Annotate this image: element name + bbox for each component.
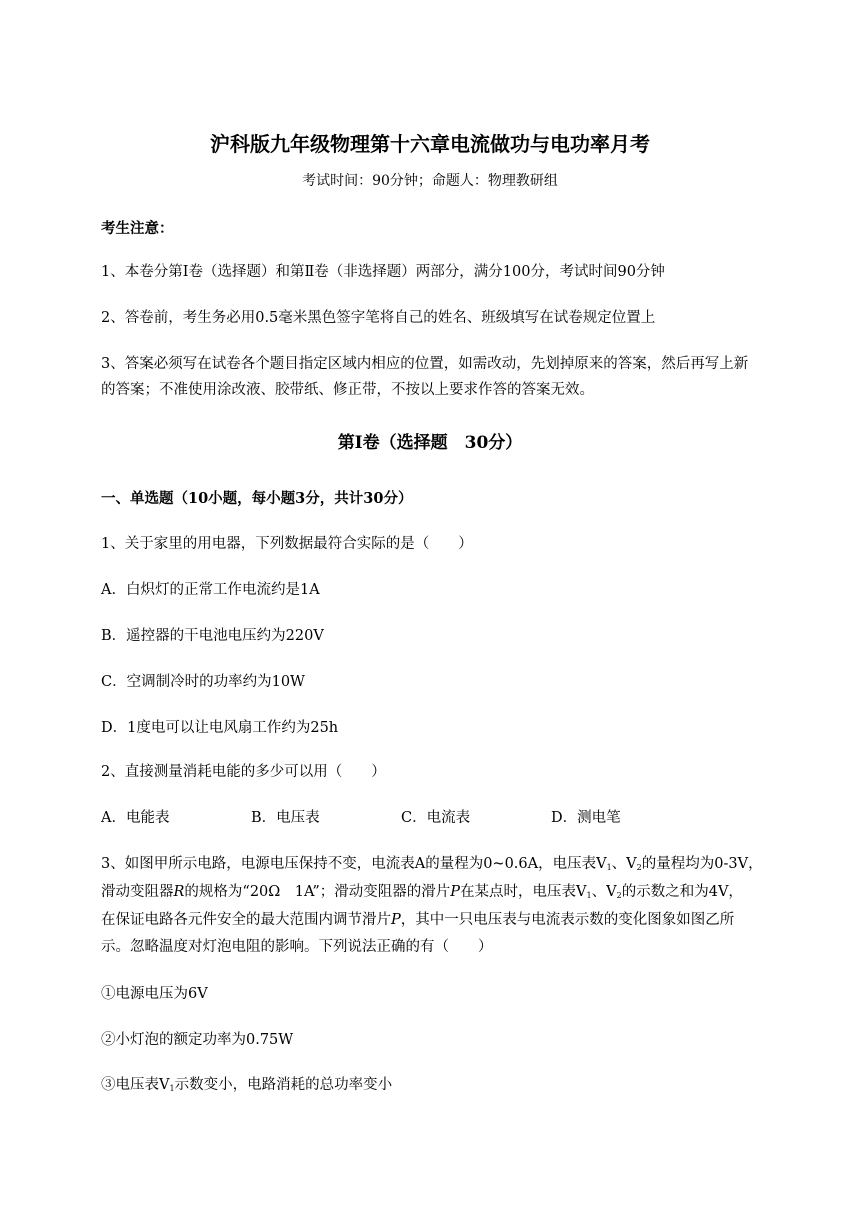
page-subtitle: 考试时间：90分钟；命题人：物理教研组 <box>302 173 558 189</box>
q3-text: 的规格为“20Ω 1A”；滑动变阻器的滑片 <box>184 884 451 900</box>
q3-var-p: P <box>391 912 401 928</box>
question-3-statement-1: ①电源电压为6V <box>101 986 208 1002</box>
q3-var-r: R <box>173 884 185 900</box>
q3-var-p: P <box>450 884 461 900</box>
question-1-option-a: A．白炽灯的正常工作电流约是1A <box>101 582 320 598</box>
question-3-line-1 <box>101 856 763 873</box>
page-title: 沪科版九年级物理第十六章电流做功与电功率月考 <box>210 132 650 156</box>
q3-sub: 2 <box>616 891 622 900</box>
question-3-statement-3 <box>101 1077 392 1094</box>
question-1-option-d: D．1度电可以让电风扇工作约为25h <box>101 720 339 736</box>
q3-text: ③电压表V <box>101 1077 170 1093</box>
q3-sub: 1 <box>586 891 592 900</box>
notice-heading: 考生注意： <box>101 220 174 237</box>
q3-text: 、V <box>591 884 617 900</box>
q3-sub: 1 <box>169 1084 175 1093</box>
q3-sub: 1 <box>606 863 612 872</box>
question-2-options <box>101 810 621 827</box>
notice-item-3-cont: 的答案；不准使用涂改液、胶带纸、修正带，不按以上要求作答的答案无效。 <box>101 382 594 398</box>
question-3-statement-2: ②小灯泡的额定功率为0.75W <box>101 1032 294 1048</box>
question-1-option-c: C．空调制冷时的功率约为10W <box>101 674 305 690</box>
q3-text: 3、如图甲所示电路，电源电压保持不变，电流表A的量程为0~0.6A，电压表V <box>101 856 607 872</box>
q3-text: 在某点时，电压表V <box>460 884 587 900</box>
question-3-line-4: 示。忽略温度对灯泡电阻的影响。下列说法正确的有（ ） <box>101 939 493 955</box>
question-2-option-d: D．测电笔 <box>551 810 621 826</box>
question-2-stem: 2、直接测量消耗电能的多少可以用（ ） <box>101 764 386 780</box>
question-3-line-3 <box>101 912 734 929</box>
question-1-stem: 1、关于家里的用电器，下列数据最符合实际的是（ ） <box>101 536 473 552</box>
question-2-option-b: B．电压表 <box>251 810 320 826</box>
question-2-option-c: C．电流表 <box>401 810 471 826</box>
question-2-option-a: A．电能表 <box>101 810 170 826</box>
q3-text: ，其中一只电压表与电流表示数的变化图象如图乙所 <box>400 912 735 928</box>
notice-item-3: 3、答案必须写在试卷各个题目指定区域内相应的位置，如需改动，先划掉原来的答案，然后再写上新 <box>101 356 749 372</box>
q3-text: 、V <box>611 856 637 872</box>
q3-text: 的示数之和为4V， <box>621 884 743 900</box>
q3-text: 滑动变阻器 <box>101 884 174 900</box>
q3-text: 的量程均为0-3V， <box>641 856 763 872</box>
notice-item-1: 1、本卷分第Ⅰ卷（选择题）和第Ⅱ卷（非选择题）两部分，满分100分，考试时间90分钟 <box>101 264 665 280</box>
q3-sub: 2 <box>636 863 642 872</box>
q3-text: 示数变小，电路消耗的总功率变小 <box>174 1077 393 1093</box>
q3-text: 在保证电路各元件安全的最大范围内调节滑片 <box>101 912 391 928</box>
question-1-option-b: B．遥控器的干电池电压约为220V <box>101 628 324 644</box>
question-3-line-2 <box>101 884 743 901</box>
part-heading: 一、单选题（10小题，每小题3分，共计30分） <box>101 490 413 507</box>
section-title: 第Ⅰ卷（选择题 30分） <box>337 433 523 453</box>
notice-item-2: 2、答卷前，考生务必用0.5毫米黑色签字笔将自己的姓名、班级填写在试卷规定位置上 <box>101 310 656 326</box>
